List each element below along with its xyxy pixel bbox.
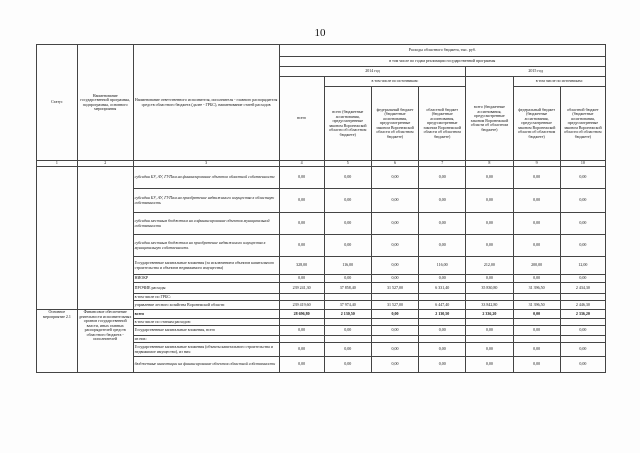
row-value	[324, 294, 371, 301]
table-row	[37, 167, 606, 189]
row-value	[419, 294, 466, 301]
row-value: 0,00	[466, 326, 513, 336]
measure-name: Финансовое обеспечение деятельности исполнительных органов государственной власти, иных главных распорядителей средств областного бюджета - исполнителей	[77, 310, 133, 373]
row-value: 212,00	[466, 257, 513, 275]
header-executor: Наименование ответственного исполнителя, исполнителя - главного распорядителя средств областного бюджета (далее - ГРБС), наименование статей расходов	[133, 45, 279, 161]
row-value	[513, 294, 560, 301]
column-number: 3	[133, 161, 279, 167]
row-value: 0,00	[513, 275, 560, 283]
row-value: 31 396,50	[513, 301, 560, 310]
row-value: 0,00	[513, 343, 560, 357]
row-value: 0,00	[371, 275, 418, 283]
row-value: 0,00	[419, 167, 466, 189]
row-value: 0,00	[466, 213, 513, 235]
row-value	[560, 294, 605, 301]
row-value: 0,00	[466, 357, 513, 373]
status-cell-empty	[37, 167, 78, 310]
row-value: 0,00	[513, 189, 560, 213]
row-value: 0,00	[279, 189, 324, 213]
row-value: 0,00	[419, 357, 466, 373]
row-label: бюджетные инвестиции на финансирование объектов областной собственности	[133, 357, 279, 373]
row-value: 6 447,40	[419, 301, 466, 310]
row-label: Государственные капитальные вложения, всего	[133, 326, 279, 336]
column-number: 9	[513, 161, 560, 167]
row-value: 0,00	[371, 189, 418, 213]
row-value: 0,00	[419, 275, 466, 283]
row-value: 0,00	[419, 235, 466, 257]
row-value	[279, 336, 324, 343]
row-label: субсидии местным бюджетам на софинансирование объектов муниципальной собственности	[133, 213, 279, 235]
row-label: субсидии БУ, АУ, ГУПам на финансирование объектов областной собственности	[133, 167, 279, 189]
row-value: 0,00	[371, 357, 418, 373]
row-value: 0,00	[560, 235, 605, 257]
row-value: 0,00	[324, 275, 371, 283]
header-sources-2014: в том числе по источникам:	[324, 77, 466, 87]
row-value: 0,00	[371, 167, 418, 189]
header-year-2015: 2015 год	[466, 67, 606, 77]
header-total-src-2014: всего (бюджетные ассигнования, предусмотренные законом Воронежской области об областном бюджете)	[324, 87, 371, 161]
row-value: 0,00	[371, 310, 418, 319]
row-label: управление лесного хозяйства Воронежской области	[133, 301, 279, 310]
row-value: 0,00	[513, 235, 560, 257]
row-value	[371, 319, 418, 326]
row-value: 2 446,30	[560, 301, 605, 310]
row-label: всего	[133, 310, 279, 319]
row-value: 0,00	[279, 343, 324, 357]
row-value: 200,00	[513, 257, 560, 275]
row-value: 0,00	[513, 310, 560, 319]
row-value: 0,00	[419, 343, 466, 357]
header-sources-2015: в том числе по источникам:	[513, 77, 605, 87]
row-value	[513, 336, 560, 343]
row-value: 0,00	[560, 357, 605, 373]
budget-table	[36, 44, 606, 373]
row-label: Государственные капитальные вложения (за исключением объектов капитального строительства и объектов недвижимого имущества)	[133, 257, 279, 275]
row-value	[513, 319, 560, 326]
row-value: 0,00	[560, 167, 605, 189]
row-value: 2 130,50	[324, 310, 371, 319]
row-value: 6 331,40	[419, 283, 466, 294]
row-value: 0,00	[279, 275, 324, 283]
header-by-years: в том числе по годам реализации государственной программы	[279, 57, 605, 67]
row-value: 37 974,40	[324, 301, 371, 310]
row-value: 0,00	[513, 357, 560, 373]
row-value: 0,00	[513, 167, 560, 189]
header-total-2015: всего (бюджетные ассигнования, предусмотренные законом Воронежской области об областном бюджете)	[466, 77, 513, 161]
row-value: 37 858,40	[324, 283, 371, 294]
header-total: всего	[279, 77, 324, 161]
row-value: 0,00	[466, 275, 513, 283]
row-value: 0,00	[560, 189, 605, 213]
row-value	[324, 336, 371, 343]
row-value	[279, 319, 324, 326]
column-number: 2	[77, 161, 133, 167]
program-cell-empty	[77, 167, 133, 310]
measure-status: Основное мероприятие 2.1	[37, 310, 78, 373]
row-label: в том числе по ГРБС:	[133, 294, 279, 301]
row-value	[466, 294, 513, 301]
row-label: из них:	[133, 336, 279, 343]
row-label: в том числе по статьям расходов:	[133, 319, 279, 326]
row-value: 0,00	[324, 343, 371, 357]
row-value: 31 527,00	[371, 301, 418, 310]
row-value: 0,00	[324, 235, 371, 257]
row-value: 0,00	[371, 343, 418, 357]
row-value: 2 336,20	[560, 310, 605, 319]
row-value: 0,00	[279, 326, 324, 336]
row-value: 0,00	[371, 235, 418, 257]
row-value	[419, 336, 466, 343]
row-value: 35 830,80	[466, 283, 513, 294]
header-regional-2014: областной бюджет (бюджетные ассигнования, предусмотренные законом Воронежской области об областном бюджете)	[419, 87, 466, 161]
row-value: 116,00	[419, 257, 466, 275]
column-number: 10	[560, 161, 605, 167]
row-value: 0,00	[560, 275, 605, 283]
column-number: 5	[324, 161, 371, 167]
column-number: 7	[419, 161, 466, 167]
row-label: субсидии местным бюджетам на приобретение недвижимого имущества в муниципальную собственность	[133, 235, 279, 257]
row-value: 328,00	[279, 257, 324, 275]
row-value: 0,00	[466, 343, 513, 357]
row-value: 0,00	[324, 357, 371, 373]
row-value: 0,00	[324, 189, 371, 213]
table-row	[37, 310, 606, 319]
header-federal-2014: федеральный бюджет (бюджетные ассигнования, предусмотренные законом Воронежской области об областном бюджете)	[371, 87, 418, 161]
row-value: 0,00	[466, 189, 513, 213]
row-value: 2 130,50	[419, 310, 466, 319]
row-value: 31 396,50	[513, 283, 560, 294]
page-number: 10	[314, 27, 326, 39]
row-value: 0,00	[324, 213, 371, 235]
row-label: Государственные капитальные вложения (объекты капитального строительства и недвижимое имущество), из них:	[133, 343, 279, 357]
row-value: 0,00	[560, 326, 605, 336]
column-number: 4	[279, 161, 324, 167]
row-value: 0,00	[324, 167, 371, 189]
header-regional-2015: областной бюджет (бюджетные ассигнования, предусмотренные законом Воронежской области об областном бюджете)	[560, 87, 605, 161]
row-label: субсидии БУ, АУ, ГУПам на приобретение недвижимого имущества в областную собственность	[133, 189, 279, 213]
row-value	[560, 319, 605, 326]
row-value: 0,00	[419, 213, 466, 235]
header-year-2014: 2014 год	[279, 67, 466, 77]
row-value: 239 241,30	[279, 283, 324, 294]
column-number: 6	[371, 161, 418, 167]
row-value	[371, 294, 418, 301]
header-expenses-title: Расходы областного бюджета, тыс. руб.	[279, 45, 605, 57]
row-value: 0,00	[419, 326, 466, 336]
row-value: 0,00	[371, 257, 418, 275]
row-value	[419, 319, 466, 326]
row-value: 0,00	[560, 213, 605, 235]
row-value: 28 696,80	[279, 310, 324, 319]
row-value: 2 434,30	[560, 283, 605, 294]
row-value: 0,00	[419, 189, 466, 213]
column-number: 1	[37, 161, 78, 167]
row-value: 12,00	[560, 257, 605, 275]
row-value: 0,00	[513, 213, 560, 235]
row-value: 0,00	[466, 167, 513, 189]
row-value: 2 336,20	[466, 310, 513, 319]
row-value: 116,00	[324, 257, 371, 275]
row-value: 0,00	[371, 213, 418, 235]
header-status: Статус	[37, 45, 78, 161]
row-value	[466, 319, 513, 326]
row-value: 0,00	[279, 235, 324, 257]
row-label: ПРОЧИЕ расходы	[133, 283, 279, 294]
row-value: 0,00	[279, 167, 324, 189]
row-value: 239 419,60	[279, 301, 324, 310]
row-value	[371, 336, 418, 343]
row-value: 33 842,80	[466, 301, 513, 310]
row-value	[324, 319, 371, 326]
row-label: НИОКР	[133, 275, 279, 283]
row-value: 0,00	[513, 326, 560, 336]
row-value: 0,00	[560, 343, 605, 357]
row-value	[279, 294, 324, 301]
row-value: 0,00	[279, 213, 324, 235]
row-value	[466, 336, 513, 343]
row-value: 0,00	[279, 357, 324, 373]
row-value	[560, 336, 605, 343]
row-value: 0,00	[371, 326, 418, 336]
row-value: 0,00	[324, 326, 371, 336]
header-federal-2015: федеральный бюджет (бюджетные ассигнования, предусмотренные законом Воронежской области об областном бюджете)	[513, 87, 560, 161]
row-value: 0,00	[466, 235, 513, 257]
column-number: 8	[466, 161, 513, 167]
header-program-name: Наименование государственной программы, подпрограммы, основного мероприятия	[77, 45, 133, 161]
row-value: 31 527,00	[371, 283, 418, 294]
